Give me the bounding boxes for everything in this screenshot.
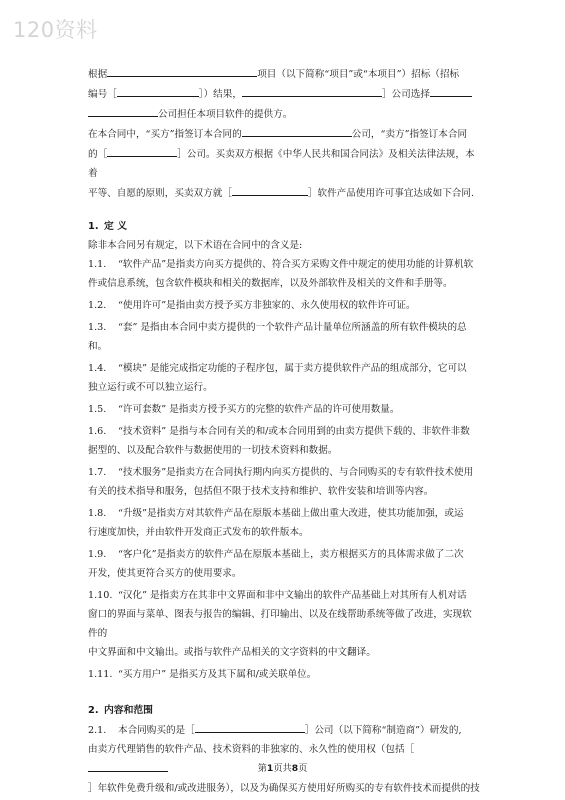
definition-item: 1.5. “许可套数” 是指卖方授予买方的完整的软件产品的许可使用数量。	[88, 404, 400, 415]
definition-item: 1.7. “技术服务”是指卖方在合同执行期内向买方提供的、与合同购买的专有软件技术使用 有关的技术指导和服务，包括但不限于技术支持和维护、软件安装和培训等内容。	[88, 467, 474, 497]
current-page-number: 1	[266, 763, 274, 774]
section-1-lead: 除非本合同另有规定，以下术语在合同中的含义是:	[88, 240, 303, 251]
intro-text: 公司担任本项目软件的提供方。	[158, 109, 293, 120]
total-page-number: 8	[291, 763, 299, 774]
supplier-name-blank[interactable]	[88, 104, 158, 117]
intro-text: ］）结果，	[198, 89, 242, 100]
parties-text: 平等、自愿的原则，买卖双方就［	[88, 188, 232, 199]
parties-text: 的［	[88, 149, 108, 160]
definition-item: 1.9. “客户化”是指卖方的软件产品在原版本基础上，卖方根据买方的具体需求做了二次 开发，使其更符合买方的使用要求。	[88, 549, 464, 579]
definition-item: 1.8. “升级”是指卖方对其软件产品在原版本基础上做出重大改进，使其功能加强，或运 行速度加快，并由软件开发商正式发布的软件版本。	[88, 508, 464, 538]
buyer-company-blank[interactable]	[242, 124, 352, 137]
tender-number-blank[interactable]	[117, 84, 199, 97]
parties-text: 在本合同中，“买方”指签订本合同的	[88, 129, 242, 140]
intro-text: 编号［	[88, 89, 117, 100]
parties-text: 公司，“卖方”指签订本合同	[351, 129, 468, 140]
seller-company-blank[interactable]	[107, 144, 177, 157]
intro-text: ］公司选择	[381, 89, 430, 100]
watermark-logo: 120资料	[13, 18, 98, 42]
definitions-list	[88, 255, 480, 684]
section-2-heading: 2. 内容和范围	[88, 705, 153, 716]
software-name-blank[interactable]	[232, 183, 308, 196]
definition-item: 1.2. “使用许可”是指由卖方授予买方非独家的、永久使用权的软件许可证。	[88, 300, 416, 311]
seller-name-blank[interactable]	[430, 84, 472, 97]
intro-text: 根据	[88, 69, 108, 80]
intro-text: 项目（以下简称“项目”或“本项目”）招标（招标	[257, 69, 460, 80]
project-name-blank[interactable]	[107, 64, 257, 77]
manufacturer-blank[interactable]	[195, 720, 305, 733]
section-2-paragraph: 2.1. 本合同购买的是［ ］公司（以下简称“制造商”）研发的, 由卖方代理销售的软件产品、技术资料的非独家的、永久性的使用权（包括［ ］年软件免费升级和/或改进服务），以及为确保买方使用好所购买的专有软件技术而提供的技	[88, 720, 480, 798]
definition-item: 1.1. “软件产品”是指卖方向买方提供的、符合买方采购文件中规定的使用功能的计算机软 件或信息系统，包含软件模块和相关的数据库，以及外部软件及相关的文件和手册等。	[88, 259, 474, 289]
intro-paragraph	[88, 64, 480, 124]
section-1-heading: 1. 定 义	[88, 221, 128, 232]
document-body	[88, 64, 480, 798]
parties-text: ］公司。买卖双方根据《中华人民共和国合同法》及相关法律法规，本着	[88, 149, 475, 179]
page-footer: 第1页共8页	[257, 763, 308, 774]
buyer-name-blank[interactable]	[242, 84, 382, 97]
definition-item: 1.11. “买方用户” 是指买方及其下属和/或关联单位。	[88, 669, 317, 680]
definition-item: 1.6. “技术资料” 是指与本合同有关的和/或本合同用到的由卖方提供下载的、非软件非数 据型的、以及配合软件与数据使用的一切技术资料和数据。	[88, 426, 470, 456]
definition-item: 1.3. “套” 是指由本合同中卖方提供的一个软件产品计量单位所涵盖的所有软件模块的总 和。	[88, 322, 467, 352]
parties-paragraph	[88, 124, 480, 203]
definition-item: 1.10. “汉化” 是指卖方在其非中文界面和非中文输出的软件产品基础上对其所有人机对话 窗口的界面与菜单、图表与报告的编辑、打印输出、以及在线帮助系统等做了改进，实现软件的 中文界面和中文输出。或指与软件产品相关的文字资料的中文翻译。	[88, 590, 472, 658]
definition-item: 1.4. “模块” 是能完成指定功能的子程序包，属于卖方提供软件产品的组成部分，它可以 独立运行或不可以独立运行。	[88, 363, 467, 393]
parties-text: ］软件产品使用许可事宜达成如下合同.	[307, 188, 475, 199]
